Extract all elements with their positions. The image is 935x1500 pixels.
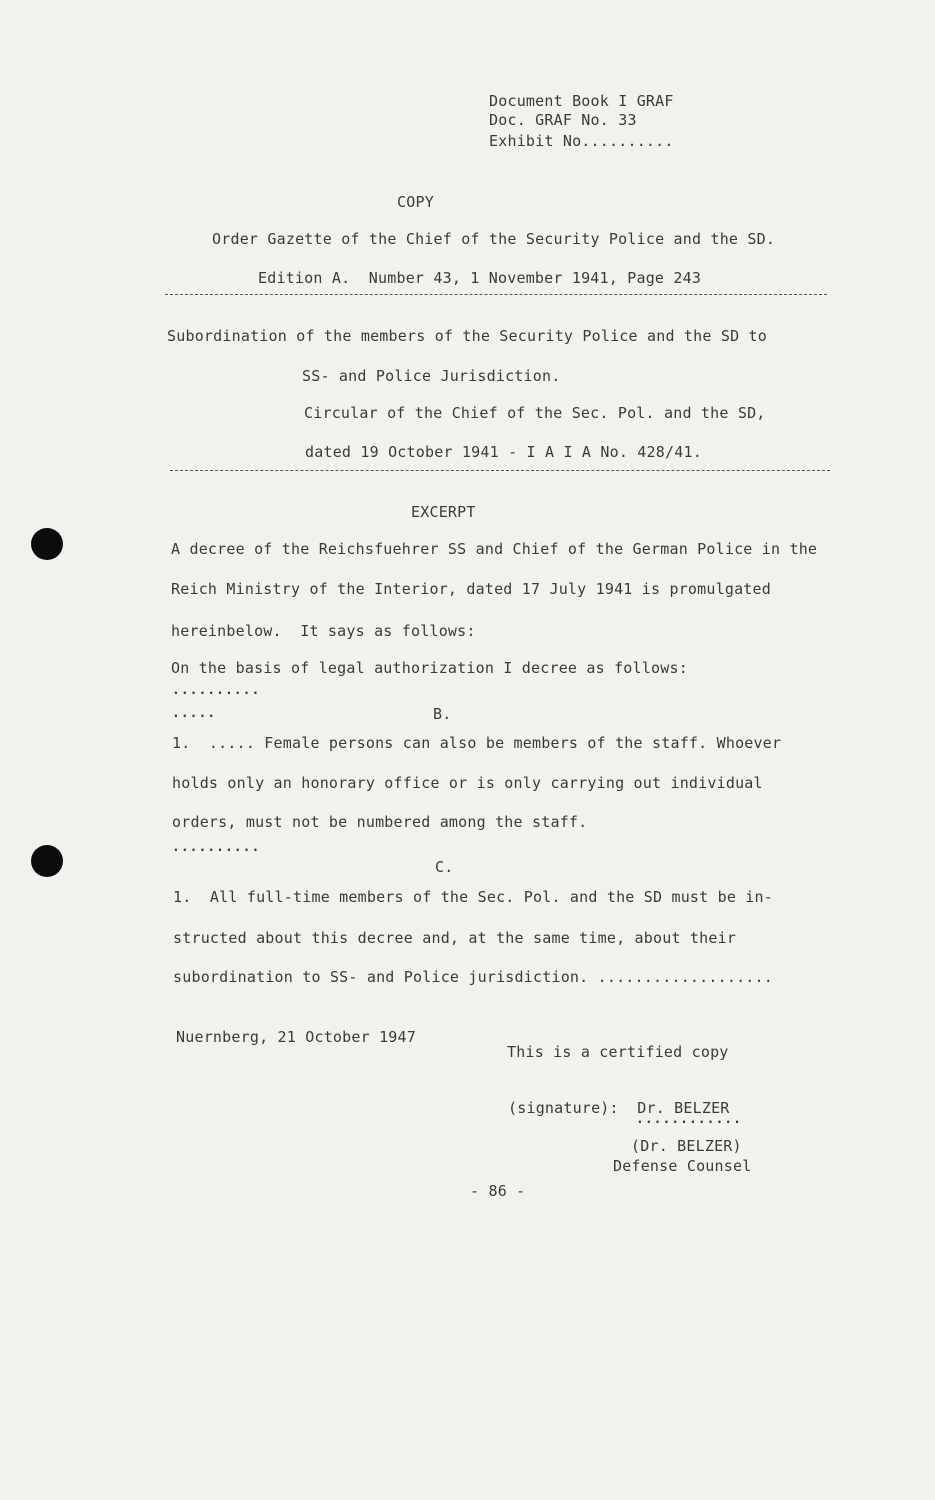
punch-hole-bottom xyxy=(31,845,63,877)
section-b-line-3: orders, must not be numbered among the staff. xyxy=(172,813,588,831)
copy-label: COPY xyxy=(397,193,434,211)
subject-line-2: SS- and Police Jurisdiction. xyxy=(302,367,561,385)
certified-copy: This is a certified copy xyxy=(507,1043,729,1061)
body-p1-line-2: Reich Ministry of the Interior, dated 17 July 1941 is promulgated xyxy=(171,580,771,598)
excerpt-label: EXCERPT xyxy=(411,503,476,521)
exhibit-line: Exhibit No.......... xyxy=(489,132,674,150)
doc-number-line: Doc. GRAF No. 33 xyxy=(489,111,637,129)
counsel-title: Defense Counsel xyxy=(613,1157,752,1175)
section-c-line-1: 1. All full-time members of the Sec. Pol. and the SD must be in- xyxy=(173,888,773,906)
section-c-heading: C. xyxy=(435,858,454,876)
gazette-edition: Edition A. Number 43, 1 November 1941, Page 243 xyxy=(258,269,702,287)
body-p2: On the basis of legal authorization I decree as follows: xyxy=(171,659,688,677)
section-c-line-3: subordination to SS- and Police jurisdiction. ................... xyxy=(173,968,773,986)
ellipsis-3: .......... xyxy=(172,840,261,855)
section-b-line-1: 1. ..... Female persons can also be members of the staff. Whoever xyxy=(172,734,782,752)
divider-bottom xyxy=(170,470,830,471)
section-c-line-2: structed about this decree and, at the same time, about their xyxy=(173,929,737,947)
gazette-title: Order Gazette of the Chief of the Security Police and the SD. xyxy=(212,230,776,248)
doc-book-line: Document Book I GRAF xyxy=(489,92,674,110)
subject-line-4: dated 19 October 1941 - I A I A No. 428/41. xyxy=(305,443,702,461)
punch-hole-top xyxy=(31,528,63,560)
body-p1-line-3: hereinbelow. It says as follows: xyxy=(171,622,476,640)
signature-dots: ............ xyxy=(636,1112,742,1127)
section-b-line-2: holds only an honorary office or is only carrying out individual xyxy=(172,774,763,792)
section-b-heading: B. xyxy=(433,705,452,723)
place-date: Nuernberg, 21 October 1947 xyxy=(176,1028,416,1046)
signature-line: (signature): Dr. BELZER xyxy=(508,1099,730,1117)
body-p1-line-1: A decree of the Reichsfuehrer SS and Chief of the German Police in the xyxy=(171,540,818,558)
counsel-name: (Dr. BELZER) xyxy=(631,1137,742,1155)
divider-top xyxy=(165,294,827,295)
ellipsis-1: .......... xyxy=(172,683,261,698)
subject-line-3: Circular of the Chief of the Sec. Pol. and the SD, xyxy=(304,404,766,422)
subject-line-1: Subordination of the members of the Security Police and the SD to xyxy=(167,327,767,345)
page-number: - 86 - xyxy=(470,1182,526,1200)
ellipsis-2: ..... xyxy=(172,706,217,721)
